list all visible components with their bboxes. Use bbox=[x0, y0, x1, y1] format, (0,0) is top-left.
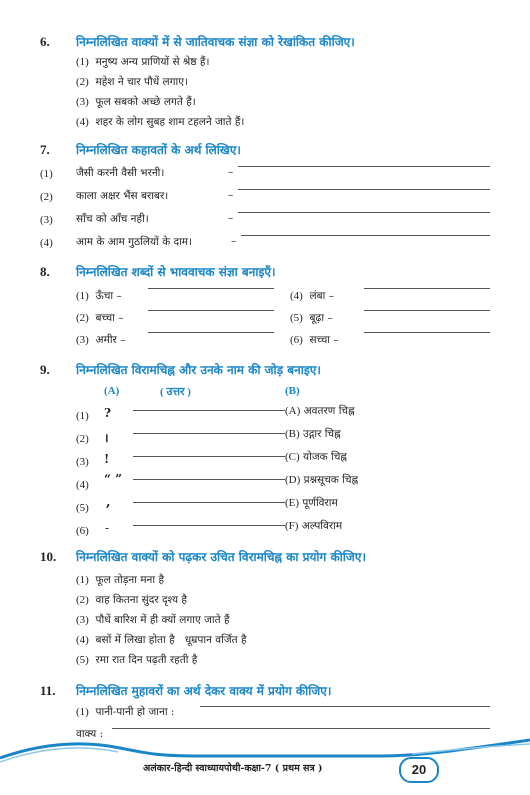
q9-b-text: पूर्णविराम bbox=[302, 497, 338, 509]
q8-item-num: (2) bbox=[76, 312, 89, 324]
q9-symbol: । bbox=[104, 431, 109, 445]
q9-row-num: (3) bbox=[76, 456, 89, 468]
q10-item-4 bbox=[76, 633, 247, 647]
q9-b-item bbox=[285, 427, 341, 441]
q11-number: 11. bbox=[40, 683, 56, 698]
q6-item-2 bbox=[76, 75, 188, 89]
q9-number: 9. bbox=[40, 362, 50, 377]
q9-row-num: (4) bbox=[76, 479, 89, 491]
answer-line[interactable] bbox=[133, 410, 285, 411]
answer-line[interactable] bbox=[238, 166, 490, 167]
answer-line[interactable] bbox=[133, 456, 285, 457]
answer-line[interactable] bbox=[112, 728, 490, 729]
q7-dash: – bbox=[228, 189, 234, 201]
page-number: 20 bbox=[399, 757, 439, 783]
q8-item-num: (6) bbox=[290, 334, 303, 346]
q8-item-num: (5) bbox=[290, 312, 303, 324]
q7-item-num: (3) bbox=[40, 214, 53, 226]
q10-item-num: (3) bbox=[76, 614, 89, 626]
answer-line[interactable] bbox=[364, 288, 490, 289]
q9-row-num: (5) bbox=[76, 502, 89, 514]
q7-item-text: जैसी करनी वैसी भरनी। bbox=[76, 167, 165, 179]
q6-item-num: (1) bbox=[76, 56, 89, 68]
q10-item-num: (2) bbox=[76, 594, 89, 606]
q6-item-4 bbox=[76, 115, 244, 129]
q9-symbol: , bbox=[106, 495, 111, 510]
q9-b-num: (D) bbox=[285, 474, 301, 486]
answer-line[interactable] bbox=[200, 706, 490, 707]
answer-line[interactable] bbox=[238, 189, 490, 190]
q9-symbol: “ ” bbox=[104, 472, 122, 486]
answer-line[interactable] bbox=[133, 433, 285, 434]
q8-dash: – bbox=[118, 312, 124, 324]
q9-b-item bbox=[285, 519, 342, 533]
q11-item-1 bbox=[76, 705, 174, 719]
q10-item-text: रमा रात दिन पढ़ती रहती है bbox=[95, 654, 198, 666]
q8-item-text: ऊँचा bbox=[95, 290, 114, 302]
q9-b-item bbox=[285, 496, 338, 510]
q9-b-item bbox=[285, 450, 347, 464]
answer-line[interactable] bbox=[133, 525, 285, 526]
q6-item-num: (4) bbox=[76, 116, 89, 128]
answer-line[interactable] bbox=[133, 502, 285, 503]
answer-line[interactable] bbox=[238, 212, 490, 213]
q7-item-text: साँच को आँच नही। bbox=[76, 213, 149, 225]
q9-symbol: - bbox=[105, 521, 110, 535]
q9-b-item bbox=[285, 404, 355, 418]
q8-item-text: बूढ़ा bbox=[309, 312, 325, 324]
answer-column-header: ( उत्तर ) bbox=[160, 386, 191, 398]
q8-dash: – bbox=[333, 334, 339, 346]
q7-item-num: (1) bbox=[40, 168, 53, 180]
q8-item-text: सच्चा bbox=[309, 334, 330, 346]
q7-dash: – bbox=[228, 212, 234, 224]
column-b-header: (B) bbox=[285, 385, 300, 397]
sentence-label: वाक्य : bbox=[76, 728, 104, 740]
q11-item-num: (1) bbox=[76, 706, 89, 718]
q6-item-text: फूल सबको अच्छे लगते हैं। bbox=[95, 96, 196, 108]
q10-item-num: (5) bbox=[76, 654, 89, 666]
q8-right-5 bbox=[290, 311, 333, 325]
q10-item-text: बसों में लिखा होता है धूम्रपान वर्जित है bbox=[95, 634, 247, 646]
footer-title: अलंकार-हिन्दी स्वाध्यायपोथी-कक्षा-7 ( प्रथम सत्र ) bbox=[143, 763, 323, 774]
q11-title: निम्नलिखित मुहावरों का अर्थ देकर वाक्य में प्रयोग कीजिए। bbox=[76, 684, 332, 698]
q8-item-text: अमीर bbox=[95, 334, 117, 346]
q6-item-text: मनुष्य अन्य प्राणियों से श्रेष्ठ हैं। bbox=[95, 56, 210, 68]
q9-b-num: (F) bbox=[285, 520, 299, 532]
q9-b-text: अवतरण चिह्न bbox=[303, 405, 355, 417]
q6-number: 6. bbox=[40, 34, 50, 49]
q7-item-num: (2) bbox=[40, 191, 53, 203]
answer-line[interactable] bbox=[148, 288, 274, 289]
q10-item-1 bbox=[76, 573, 164, 587]
answer-line[interactable] bbox=[148, 332, 274, 333]
q9-b-num: (B) bbox=[285, 428, 300, 440]
q8-dash: – bbox=[120, 334, 126, 346]
q8-left-3 bbox=[76, 333, 125, 347]
q7-dash: – bbox=[231, 235, 237, 247]
q9-title: निम्नलिखित विरामचिह्न और उनके नाम की जोड़ बनाइए। bbox=[76, 363, 321, 377]
q8-dash: – bbox=[116, 290, 122, 302]
q10-item-5 bbox=[76, 653, 197, 667]
q9-b-num: (E) bbox=[285, 497, 300, 509]
q8-number: 8. bbox=[40, 264, 50, 279]
q7-item-text: काला अक्षर भैंस बराबर। bbox=[76, 190, 169, 202]
q10-title: निम्नलिखित वाक्यों को पढ़कर उचित विरामचिह्न का प्रयोग कीजिए। bbox=[76, 550, 366, 564]
q8-item-num: (3) bbox=[76, 334, 89, 346]
q6-item-num: (3) bbox=[76, 96, 89, 108]
q9-b-text: योजक चिह्न bbox=[303, 451, 347, 463]
q9-b-num: (A) bbox=[285, 405, 301, 417]
q10-item-num: (1) bbox=[76, 574, 89, 586]
q8-dash: – bbox=[327, 312, 333, 324]
q10-item-text: फूल तोड़ना मना है bbox=[95, 574, 165, 586]
q10-item-num: (4) bbox=[76, 634, 89, 646]
q8-left-2 bbox=[76, 311, 123, 325]
q7-item-num: (4) bbox=[40, 237, 53, 249]
q7-number: 7. bbox=[40, 142, 50, 157]
q8-item-text: लंबा bbox=[309, 290, 326, 302]
q6-item-num: (2) bbox=[76, 76, 89, 88]
q8-title: निम्नलिखित शब्दों से भाववाचक संज्ञा बनाइएँ। bbox=[76, 265, 276, 279]
q8-left-1 bbox=[76, 289, 122, 303]
q8-item-num: (4) bbox=[290, 290, 303, 302]
column-a-header: (A) bbox=[104, 385, 120, 397]
q7-title: निम्नलिखित कहावतों के अर्थ लिखिए। bbox=[76, 143, 241, 157]
answer-line[interactable] bbox=[241, 235, 490, 236]
q11-item-text: पानी-पानी हो जाना : bbox=[95, 706, 175, 718]
q9-symbol: ? bbox=[104, 406, 112, 420]
q7-dash: – bbox=[228, 166, 234, 178]
q9-row-num: (2) bbox=[76, 433, 89, 445]
q6-item-text: शहर के लोग सुबह शाम टहलने जाते हैं। bbox=[95, 116, 245, 128]
q9-row-num: (1) bbox=[76, 410, 89, 422]
q8-item-text: बच्चा bbox=[95, 312, 115, 324]
q8-dash: – bbox=[328, 290, 334, 302]
answer-line[interactable] bbox=[364, 310, 490, 311]
answer-line[interactable] bbox=[148, 310, 274, 311]
q9-b-text: अल्पविराम bbox=[301, 520, 343, 532]
q10-item-text: वाह कितना सुंदर दृश्य है bbox=[95, 594, 187, 606]
q6-item-text: महेश ने चार पौधें लगाए। bbox=[95, 76, 189, 88]
q10-item-3 bbox=[76, 613, 230, 627]
q8-item-num: (1) bbox=[76, 290, 89, 302]
q10-item-2 bbox=[76, 593, 187, 607]
q9-b-num: (C) bbox=[285, 451, 300, 463]
q8-right-4 bbox=[290, 289, 334, 303]
answer-line[interactable] bbox=[133, 479, 285, 480]
q10-number: 10. bbox=[40, 549, 57, 564]
q6-title: निम्नलिखित वाक्यों में से जातिवाचक संज्ञा को रेखांकित कीजिए। bbox=[76, 35, 355, 49]
q10-item-text: पौधें बारिश में ही क्यों लगाए जाते हैं bbox=[95, 614, 230, 626]
q6-item-3 bbox=[76, 95, 196, 109]
q9-b-text: प्रश्नसूचक चिह्न bbox=[303, 474, 359, 486]
q9-row-num: (6) bbox=[76, 525, 89, 537]
q9-symbol: ! bbox=[104, 452, 110, 466]
q8-right-6 bbox=[290, 333, 339, 347]
q9-b-text: उद्गार चिह्न bbox=[303, 428, 341, 440]
answer-line[interactable] bbox=[364, 332, 490, 333]
q7-item-text: आम के आम गुठलियों के दाम। bbox=[76, 236, 193, 248]
q6-item-1 bbox=[76, 55, 209, 69]
q9-b-item bbox=[285, 473, 358, 487]
